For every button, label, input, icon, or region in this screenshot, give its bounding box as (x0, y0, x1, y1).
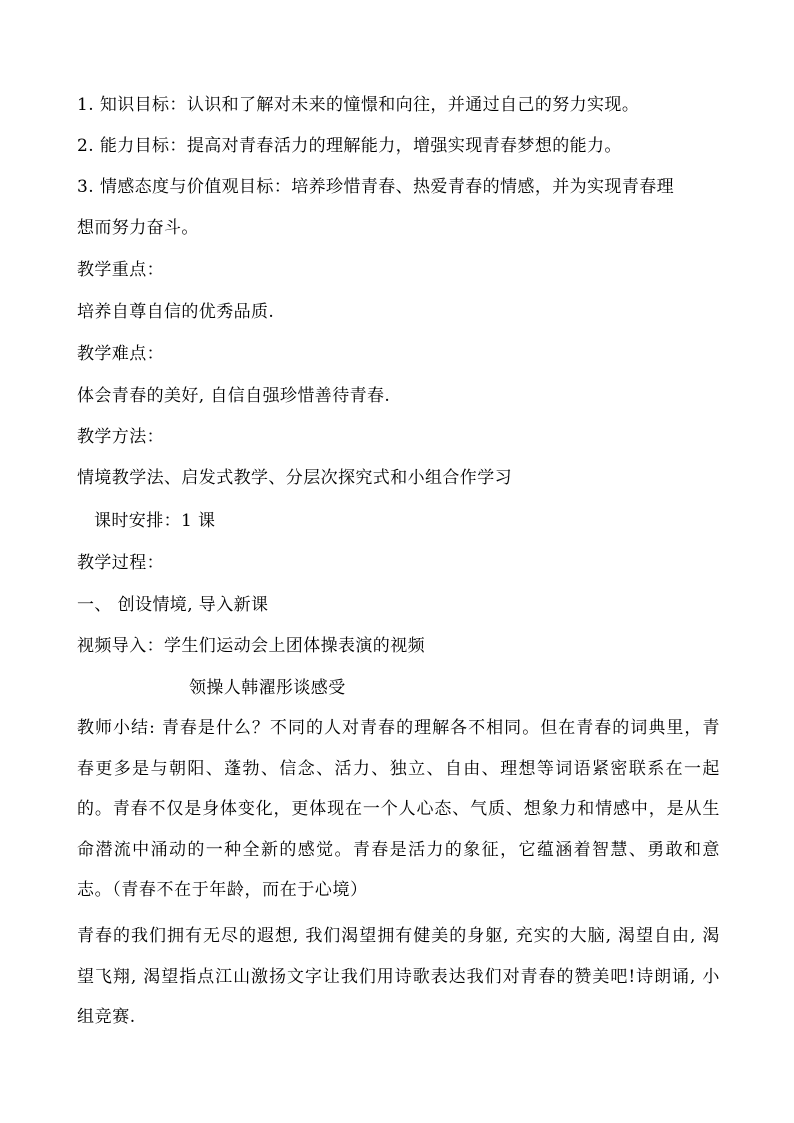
teacher-summary-paragraph: 教师小结: 青春是什么？不同的人对青春的理解各不相同。但在青春的词典里，青春更多是与朝阳、蓬勃、信念、活力、独立、自由、理想等词语紧密联系在一起的。青春不仅是身体变化，更体现在一个人心态、气质、想象力和情感中，是从生命潜流中涌动的一种全新的感觉。青春是活力的象征，它蕴涵着智慧、勇敢和意志。（青春不在于年龄，而在于心境） (77, 718, 720, 900)
method-heading: 教学方法： (77, 427, 164, 447)
video-intro: 视频导入：学生们运动会上团体操表演的视频 (77, 636, 425, 656)
schedule: 课时安排：1 课 (94, 511, 216, 531)
section-one-heading: 一、 创设情境, 导入新课 (77, 595, 269, 615)
youth-paragraph: 青春的我们拥有无尽的遐想, 我们渴望拥有健美的身躯, 充实的大脑, 渴望自由, 渴望飞翔, 渴望指点江山激扬文字让我们用诗歌表达我们对青春的赞美吧!诗朗诵, 小组竞赛. (77, 926, 720, 1027)
process-heading: 教学过程： (77, 553, 164, 573)
difficulty-text: 体会青春的美好, 自信自强珍惜善待青春. (77, 386, 391, 406)
leader-feeling: 领操人韩濯彤谈感受 (189, 678, 346, 698)
difficulty-heading: 教学难点： (77, 344, 164, 364)
key-point-heading: 教学重点： (77, 260, 164, 280)
emotion-objective-line2: 想而努力奋斗。 (77, 218, 199, 238)
method-text: 情境教学法、启发式教学、分层次探究式和小组合作学习 (77, 468, 512, 488)
ability-objective: 2. 能力目标：提高对青春活力的理解能力，增强实现青春梦想的能力。 (77, 136, 622, 156)
key-point-text: 培养自尊自信的优秀品质. (77, 302, 275, 322)
emotion-objective-line1: 3. 情感态度与价值观目标：培养珍惜青春、热爱青春的情感，并为实现青春理 (77, 177, 675, 197)
knowledge-objective: 1. 知识目标：认识和了解对未来的憧憬和向往，并通过自己的努力实现。 (77, 95, 640, 115)
